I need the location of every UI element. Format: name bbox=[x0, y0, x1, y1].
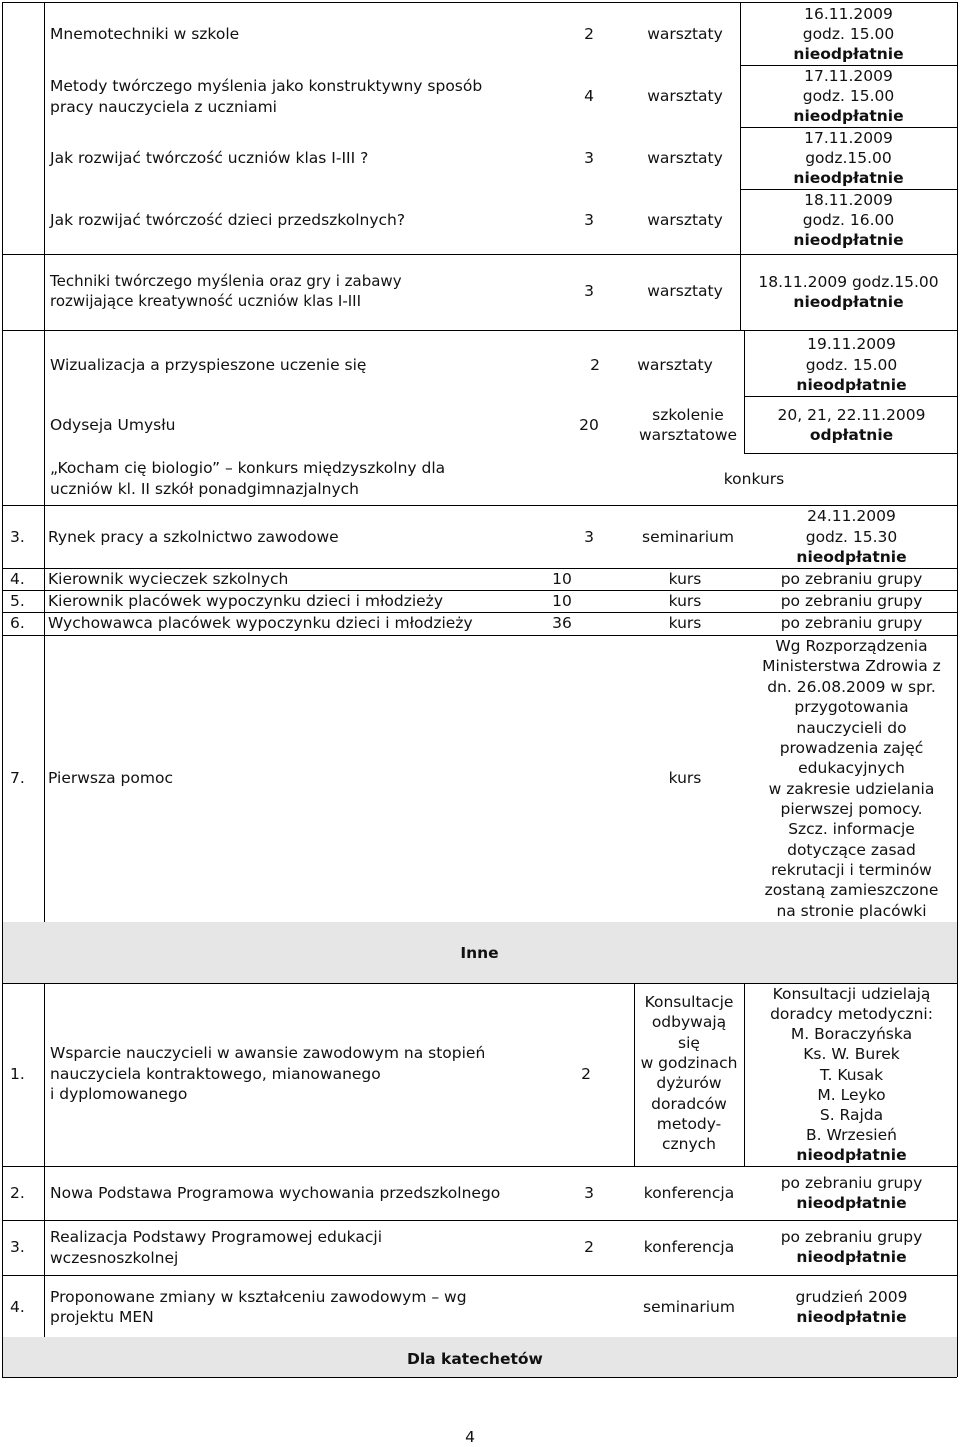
row-form: konferencja bbox=[643, 1238, 735, 1256]
row-number: 3. bbox=[10, 528, 25, 546]
page-number: 4 bbox=[465, 1428, 475, 1446]
workshop-date: 19.11.2009 bbox=[807, 335, 896, 353]
workshop-title: Techniki twórczego myślenia oraz gry i zabawy bbox=[50, 272, 402, 290]
row-title: nauczyciela kontraktowego, mianowanego bbox=[50, 1065, 381, 1083]
row-number: 7. bbox=[10, 769, 25, 787]
row-date: 24.11.2009 bbox=[807, 507, 896, 525]
workshop-date: 17.11.2009 bbox=[804, 129, 893, 147]
row-hours: 10 bbox=[552, 570, 572, 588]
workshop-fee: nieodpłatnie bbox=[793, 293, 904, 311]
row-fee: nieodpłatnie bbox=[796, 1194, 907, 1212]
workshop-form: warsztaty bbox=[647, 211, 723, 229]
workshop-form: konkurs bbox=[723, 470, 785, 488]
workshop-time: godz. 15.00 bbox=[802, 87, 895, 105]
workshop-title: rozwijające kreatywność uczniów klas I-III bbox=[50, 292, 362, 310]
workshop-date: 16.11.2009 bbox=[804, 5, 893, 23]
workshop-time: godz.15.00 bbox=[805, 149, 892, 167]
workshop-title: Odyseja Umysłu bbox=[50, 416, 176, 434]
workshop-time: godz. 16.00 bbox=[802, 211, 895, 229]
row-title: Kierownik placówek wypoczynku dzieci i młodzieży bbox=[48, 592, 443, 610]
row-hours: 10 bbox=[552, 592, 572, 610]
workshop-form: warsztaty bbox=[647, 149, 723, 167]
workshop-title: pracy nauczyciela z uczniami bbox=[50, 98, 277, 116]
section-heading-inne: Inne bbox=[460, 944, 499, 962]
row-fee: nieodpłatnie bbox=[796, 1146, 907, 1164]
workshop-hours: 3 bbox=[584, 149, 594, 167]
workshop-fee: nieodpłatnie bbox=[793, 107, 904, 125]
workshop-date: 18.11.2009 godz.15.00 bbox=[758, 273, 939, 291]
workshop-date: 17.11.2009 bbox=[804, 67, 893, 85]
row-title: Wychowawca placówek wypoczynku dzieci i młodzieży bbox=[48, 614, 473, 632]
row-hours: 2 bbox=[584, 1238, 594, 1256]
row-date: po zebraniu grupy bbox=[780, 570, 923, 588]
row-date: grudzień 2009 bbox=[795, 1288, 908, 1306]
workshop-title: Jak rozwijać twórczość uczniów klas I-III ? bbox=[50, 149, 369, 167]
row-fee: nieodpłatnie bbox=[796, 1308, 907, 1326]
workshop-date: 20, 21, 22.11.2009 bbox=[777, 406, 926, 424]
row-hours: 3 bbox=[584, 1184, 594, 1202]
workshop-hours: 3 bbox=[584, 211, 594, 229]
row-form: kurs bbox=[668, 592, 702, 610]
row-title: wczesnoszkolnej bbox=[50, 1249, 179, 1267]
row-time: godz. 15.30 bbox=[805, 528, 898, 546]
document-page: Mnemotechniki w szkole 2 warsztaty 16.11.2009 godz. 15.00 nieodpłatnie Metody twórczego myślenia jako konstruktywny sposób pracy nauczyciela z uczniami 4 warsztaty 17.11.2009 godz. 15.00 nieodpłatnie Jak rozwijać twórczość uczniów klas I-III ? 3 warsztaty 17.11.2009 godz.15.00 nieodpłatnie Jak rozwijać twórczość dzieci przedszkolnych? 3 warsztaty 18.11.2009 godz. 16.00 nieodpłatnie Techniki twórczego myślenia oraz gry i zabawy rozwijające kreatywność uczniów klas I-III 3 warsztaty 18.11.2009 godz.15.00 nieodpłatnie Wizualizacja a przyspieszone uczenie się 2 warsztaty 19.11.2009 godz. 15.00 nieodpłatnie Odyseja Umysłu 20 szkolenie warsztatowe 20, 21, 22.11.2009 odpłatnie „Kocham cię biologio” – konkurs międzyszkolny dla uczniów kl. II szkół ponadgimnazjalnych konkurs 3. Rynek pracy a szkolnictwo zawodowe 3 seminarium 24.11.2009 godz. 15.30 nieodpłatnie 4. Kierownik wycieczek szkolnych 10 kurs po zebraniu grupy 5. Kierownik placówek wypoczynku dzieci i młodzieży 10 kurs po zebraniu grupy 6. Wychowawca placówek wypoczynku dzieci i młodzieży 36 kurs po zebraniu grupy 7. Pierwsza pomoc kurs Wg Rozporządzenia Ministerstwa Zdrowia z dn. 26.08.2009 w spr. przygotowania nauczycieli do prowadzenia zajęć edukacyjnych w zakresie udzielania pierwszej pomocy. Szcz. informacje dotyczące zasad rekrutacji i terminów zostaną zamieszczone na stronie placówki Inne 1. Wsparcie nauczycieli w awansie zawodowym na stopień nauczyciela kontraktowego, mianowanego i dyplomowanego 2 Konsultacje odbywają się w godzinach dyżurów doradców metody- cznych Konsultacji udzielają doradcy metodyczni: M. Boraczyńska Ks. W. Burek T. Kusak M. Leyko S. Rajda B. Wrzesień nieodpłatnie 2. Nowa Podstawa Programowa wychowania przedszkolnego 3 konferencja po zebraniu grupy nieodpłatnie 3. Realizacja Podstawy Programowej edukacji wczesnoszkolnej 2 konferencja po zebraniu grupy nieodpłatnie 4. Proponowane zmiany w kształceniu zawodowym – wg projektu MEN seminarium grudzień 2009 nieodpłatnie Dla katechetów 4 bbox=[0, 0, 960, 1445]
row-number: 2. bbox=[10, 1184, 25, 1202]
row-number: 3. bbox=[10, 1238, 25, 1256]
workshop-title: Mnemotechniki w szkole bbox=[50, 25, 240, 43]
row-hours: 36 bbox=[552, 614, 572, 632]
workshop-title: Jak rozwijać twórczość dzieci przedszkolnych? bbox=[50, 211, 406, 229]
row-title: Pierwsza pomoc bbox=[48, 769, 173, 787]
row-number: 1. bbox=[10, 1065, 25, 1083]
row-hours: 3 bbox=[584, 528, 594, 546]
workshop-form: szkolenie bbox=[652, 406, 724, 424]
workshop-time: godz. 15.00 bbox=[802, 25, 895, 43]
workshop-form: warsztaty bbox=[647, 25, 723, 43]
workshop-form: warsztaty bbox=[647, 282, 723, 300]
workshop-hours: 20 bbox=[579, 416, 599, 434]
row-form: seminarium bbox=[643, 1298, 735, 1316]
row-form: kurs bbox=[668, 614, 702, 632]
workshop-title: uczniów kl. II szkół ponadgimnazjalnych bbox=[50, 480, 359, 498]
row-title: Wsparcie nauczycieli w awansie zawodowym na stopień bbox=[50, 1044, 486, 1062]
workshop-form: warsztaty bbox=[637, 356, 713, 374]
row-date: po zebraniu grupy bbox=[780, 614, 923, 632]
row-date: po zebraniu grupy bbox=[780, 1228, 923, 1246]
row-form: konferencja bbox=[643, 1184, 735, 1202]
row-form: kurs bbox=[668, 570, 702, 588]
workshop-time: godz. 15.00 bbox=[805, 356, 898, 374]
workshop-fee: nieodpłatnie bbox=[793, 231, 904, 249]
workshop-hours: 4 bbox=[584, 87, 594, 105]
row-number: 6. bbox=[10, 614, 25, 632]
row-title: i dyplomowanego bbox=[50, 1085, 188, 1103]
row-number: 5. bbox=[10, 592, 25, 610]
workshop-date: 18.11.2009 bbox=[804, 191, 893, 209]
row-title: Nowa Podstawa Programowa wychowania przedszkolnego bbox=[50, 1184, 501, 1202]
row-hours: 2 bbox=[581, 1065, 591, 1083]
row-fee: nieodpłatnie bbox=[796, 548, 907, 566]
workshop-hours: 3 bbox=[584, 282, 594, 300]
row-title: Rynek pracy a szkolnictwo zawodowe bbox=[48, 528, 339, 546]
row-date: po zebraniu grupy bbox=[780, 592, 923, 610]
workshop-fee: nieodpłatnie bbox=[793, 45, 904, 63]
workshop-title: „Kocham cię biologio” – konkurs międzyszkolny dla bbox=[50, 459, 446, 477]
row-number: 4. bbox=[10, 1298, 25, 1316]
workshop-fee: nieodpłatnie bbox=[793, 169, 904, 187]
row-title: Kierownik wycieczek szkolnych bbox=[48, 570, 289, 588]
row-form: kurs bbox=[668, 769, 702, 787]
row-form: seminarium bbox=[642, 528, 734, 546]
row-title: projektu MEN bbox=[50, 1308, 154, 1326]
row-number: 4. bbox=[10, 570, 25, 588]
section-heading-katecheci: Dla katechetów bbox=[407, 1350, 543, 1368]
workshop-form: warsztaty bbox=[647, 87, 723, 105]
workshop-form: warsztatowe bbox=[638, 426, 738, 444]
workshop-fee: nieodpłatnie bbox=[796, 376, 907, 394]
workshop-title: Wizualizacja a przyspieszone uczenie się bbox=[50, 356, 367, 374]
workshop-fee: odpłatnie bbox=[809, 426, 894, 444]
workshop-title: Metody twórczego myślenia jako konstruktywny sposób bbox=[50, 77, 483, 95]
workshop-hours: 2 bbox=[590, 356, 600, 374]
row-date: po zebraniu grupy bbox=[780, 1174, 923, 1192]
workshop-hours: 2 bbox=[584, 25, 594, 43]
row-title: Proponowane zmiany w kształceniu zawodowym – wg bbox=[50, 1288, 467, 1306]
row-title: Realizacja Podstawy Programowej edukacji bbox=[50, 1228, 383, 1246]
row-fee: nieodpłatnie bbox=[796, 1248, 907, 1266]
